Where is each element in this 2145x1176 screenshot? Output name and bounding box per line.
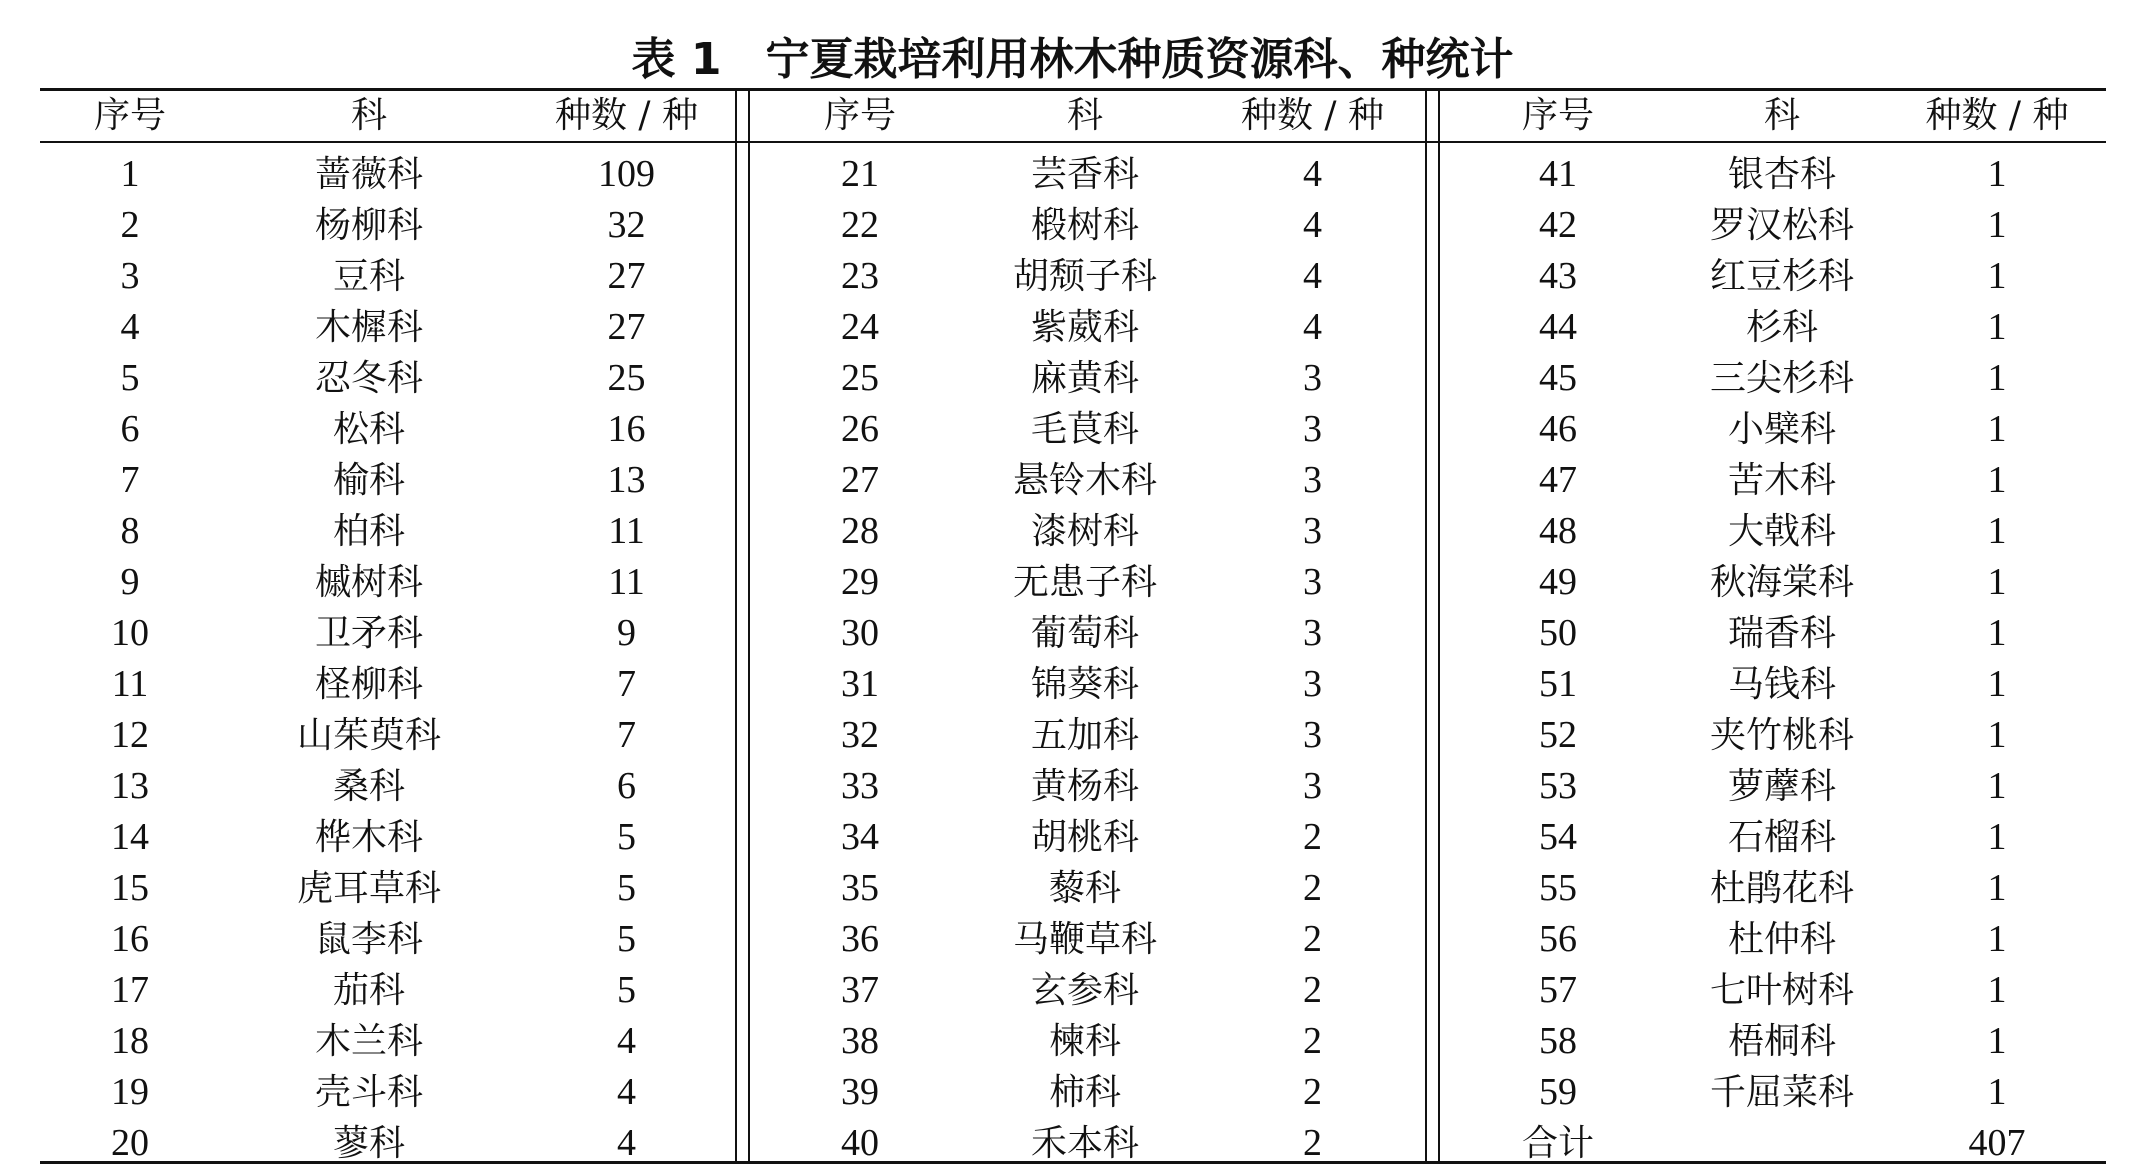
header-species-count: 种数 / 种 (554, 95, 699, 136)
row-family: 木樨科 (314, 307, 423, 348)
row-index: 1 (120, 153, 140, 195)
row-count: 5 (617, 867, 636, 909)
row-family: 椴树科 (1030, 205, 1139, 246)
row-count: 5 (617, 816, 636, 858)
header-row (40, 90, 735, 142)
row-count: 3 (1303, 357, 1322, 399)
row-index: 3 (120, 255, 140, 297)
row-index: 54 (1539, 816, 1577, 858)
table-row (750, 302, 1425, 353)
row-count: 1 (1987, 612, 2007, 654)
row-index: 21 (841, 153, 879, 195)
row-family: 虎耳草科 (296, 868, 441, 909)
table-caption: 宁夏栽培利用林木种质资源科、种统计 (765, 34, 1514, 85)
row-family: 玄参科 (1030, 970, 1139, 1011)
row-family: 悬铃木科 (1012, 460, 1157, 501)
table-row (40, 506, 735, 557)
row-index: 48 (1539, 510, 1577, 552)
row-family: 蔷薇科 (314, 154, 423, 195)
row-index: 28 (841, 510, 879, 552)
row-index: 32 (841, 714, 879, 756)
row-index: 56 (1539, 918, 1577, 960)
row-family: 柏科 (332, 511, 405, 552)
row-count: 2 (1303, 867, 1322, 909)
row-count: 3 (1303, 510, 1322, 552)
row-count: 7 (617, 663, 636, 705)
header-index: 序号 (823, 95, 896, 136)
total-spacer (1676, 1118, 1888, 1169)
header-family: 科 (1066, 95, 1103, 136)
header-row (750, 90, 1425, 142)
row-family: 萝藦科 (1727, 766, 1836, 807)
row-family: 鼠李科 (314, 919, 423, 960)
table-row (40, 710, 735, 761)
total-value: 407 (1968, 1122, 2026, 1164)
row-family: 茄科 (332, 970, 405, 1011)
row-count: 3 (1303, 765, 1322, 807)
table-row (40, 761, 735, 812)
row-index: 52 (1539, 714, 1577, 756)
table-row (1440, 142, 2106, 200)
row-index: 4 (120, 306, 140, 348)
row-family: 豆科 (332, 256, 405, 297)
table-row (750, 200, 1425, 251)
header-index: 序号 (1521, 95, 1594, 136)
row-index: 33 (841, 765, 879, 807)
row-count: 4 (1303, 306, 1322, 348)
row-count: 1 (1987, 816, 2007, 858)
row-family: 漆树科 (1030, 511, 1139, 552)
table-title (0, 22, 2145, 98)
row-count: 4 (1303, 153, 1322, 195)
row-index: 44 (1539, 306, 1577, 348)
table-row (750, 761, 1425, 812)
total-row (1440, 1118, 2106, 1169)
row-index: 30 (841, 612, 879, 654)
row-count: 32 (607, 204, 646, 246)
row-count: 4 (617, 1122, 636, 1164)
row-family: 罗汉松科 (1709, 205, 1854, 246)
total-label: 合计 (1521, 1123, 1594, 1164)
row-family: 三尖杉科 (1709, 358, 1854, 399)
row-index: 51 (1539, 663, 1577, 705)
table-number: 表 1 (631, 34, 722, 85)
table-row (750, 455, 1425, 506)
row-family: 桑科 (332, 766, 405, 807)
row-index: 18 (111, 1020, 149, 1062)
row-index: 10 (111, 612, 149, 654)
row-index: 35 (841, 867, 879, 909)
row-family: 瑞香科 (1727, 613, 1836, 654)
table-row (40, 812, 735, 863)
table-row (750, 142, 1425, 200)
row-index: 25 (841, 357, 879, 399)
header-index: 序号 (93, 95, 166, 136)
table-row (40, 142, 735, 200)
table-row (40, 353, 735, 404)
table-row (40, 914, 735, 965)
row-family: 杜仲科 (1727, 919, 1836, 960)
table-row (750, 251, 1425, 302)
row-index: 14 (111, 816, 149, 858)
row-index: 16 (111, 918, 149, 960)
header-row (1440, 90, 2106, 142)
row-count: 1 (1987, 1020, 2007, 1062)
data-table (40, 90, 735, 1169)
row-family: 石榴科 (1727, 817, 1836, 858)
row-index: 58 (1539, 1020, 1577, 1062)
row-family: 麻黄科 (1030, 358, 1139, 399)
table-row (750, 914, 1425, 965)
row-family: 忍冬科 (314, 358, 423, 399)
table-row (1440, 353, 2106, 404)
table-row (1440, 1016, 2106, 1067)
row-index: 31 (841, 663, 879, 705)
table-row (40, 1067, 735, 1118)
row-index: 59 (1539, 1071, 1577, 1113)
row-family: 七叶树科 (1709, 970, 1854, 1011)
row-count: 11 (608, 561, 645, 603)
row-family: 杜鹃花科 (1709, 868, 1854, 909)
row-count: 9 (617, 612, 636, 654)
table-row (750, 863, 1425, 914)
table-row (1440, 506, 2106, 557)
table-panel-1 (40, 90, 735, 1169)
row-count: 1 (1987, 306, 2007, 348)
separator-line-2a (1425, 90, 1427, 1162)
table-row (750, 506, 1425, 557)
row-count: 4 (1303, 204, 1322, 246)
row-family: 壳斗科 (314, 1072, 423, 1113)
row-family: 大戟科 (1727, 511, 1836, 552)
table-row (1440, 761, 2106, 812)
row-index: 24 (841, 306, 879, 348)
table-row (750, 659, 1425, 710)
row-count: 2 (1303, 816, 1322, 858)
header-family: 科 (1763, 95, 1800, 136)
row-index: 37 (841, 969, 879, 1011)
table-row (40, 863, 735, 914)
row-index: 34 (841, 816, 879, 858)
table-row (1440, 251, 2106, 302)
table-row (1440, 404, 2106, 455)
row-index: 46 (1539, 408, 1577, 450)
row-count: 5 (617, 969, 636, 1011)
row-count: 1 (1987, 510, 2007, 552)
row-count: 3 (1303, 612, 1322, 654)
row-count: 27 (607, 255, 646, 297)
row-index: 2 (120, 204, 140, 246)
row-family: 藜科 (1048, 868, 1121, 909)
row-family: 小檗科 (1727, 409, 1836, 450)
table-row (1440, 659, 2106, 710)
row-index: 8 (120, 510, 140, 552)
row-family: 柿科 (1048, 1072, 1121, 1113)
table-row (750, 1016, 1425, 1067)
row-count: 109 (598, 153, 655, 195)
table-row (1440, 557, 2106, 608)
row-family: 梧桐科 (1727, 1021, 1836, 1062)
row-family: 千屈菜科 (1709, 1072, 1854, 1113)
row-index: 15 (111, 867, 149, 909)
row-count: 1 (1987, 255, 2007, 297)
table-row (750, 710, 1425, 761)
table-row (750, 812, 1425, 863)
table-row (40, 251, 735, 302)
row-index: 53 (1539, 765, 1577, 807)
row-index: 36 (841, 918, 879, 960)
row-family: 黄杨科 (1030, 766, 1139, 807)
table-row (750, 1067, 1425, 1118)
table-row (1440, 914, 2106, 965)
row-count: 1 (1987, 357, 2007, 399)
row-index: 12 (111, 714, 149, 756)
table-row (750, 965, 1425, 1016)
row-index: 11 (111, 663, 149, 705)
row-family: 胡桃科 (1030, 817, 1139, 858)
table-row (750, 557, 1425, 608)
table-row (750, 608, 1425, 659)
row-count: 13 (607, 459, 646, 501)
row-family: 苦木科 (1727, 460, 1836, 501)
table-row (1440, 863, 2106, 914)
row-family: 蓼科 (332, 1123, 405, 1164)
row-count: 27 (607, 306, 646, 348)
row-family: 槭树科 (314, 562, 423, 603)
row-family: 毛茛科 (1030, 409, 1139, 450)
row-family: 榆科 (332, 460, 405, 501)
row-family: 禾本科 (1030, 1123, 1139, 1164)
row-count: 25 (607, 357, 646, 399)
table-row (1440, 1067, 2106, 1118)
table-row (1440, 965, 2106, 1016)
row-count: 3 (1303, 663, 1322, 705)
row-family: 楝科 (1048, 1021, 1121, 1062)
header-species-count: 种数 / 种 (1925, 95, 2069, 136)
row-family: 胡颓子科 (1012, 256, 1157, 297)
row-family: 杨柳科 (314, 205, 423, 246)
table-row (40, 608, 735, 659)
header-species-count: 种数 / 种 (1240, 95, 1385, 136)
row-count: 3 (1303, 459, 1322, 501)
row-count: 1 (1987, 867, 2007, 909)
row-count: 1 (1987, 153, 2007, 195)
table-row (40, 1016, 735, 1067)
row-family: 松科 (332, 409, 405, 450)
row-index: 27 (841, 459, 879, 501)
row-count: 1 (1987, 765, 2007, 807)
row-count: 1 (1987, 714, 2007, 756)
row-index: 57 (1539, 969, 1577, 1011)
row-index: 7 (120, 459, 140, 501)
row-index: 6 (120, 408, 140, 450)
row-index: 40 (841, 1122, 879, 1164)
row-count: 6 (617, 765, 636, 807)
table-row (1440, 812, 2106, 863)
row-index: 23 (841, 255, 879, 297)
row-count: 4 (617, 1071, 636, 1113)
data-table (750, 90, 1425, 1169)
row-count: 2 (1303, 918, 1322, 960)
table-row (1440, 608, 2106, 659)
row-count: 2 (1303, 969, 1322, 1011)
table-row (40, 302, 735, 353)
row-family: 杉科 (1745, 307, 1818, 348)
row-count: 4 (1303, 255, 1322, 297)
row-count: 1 (1987, 204, 2007, 246)
row-index: 49 (1539, 561, 1577, 603)
table-row (40, 659, 735, 710)
table-row (40, 404, 735, 455)
row-family: 卫矛科 (314, 613, 423, 654)
row-family: 无患子科 (1012, 562, 1157, 603)
row-family: 夹竹桃科 (1709, 715, 1854, 756)
table-panel-2 (750, 90, 1425, 1169)
row-count: 1 (1987, 408, 2007, 450)
row-index: 13 (111, 765, 149, 807)
row-family: 马钱科 (1727, 664, 1836, 705)
row-index: 17 (111, 969, 149, 1011)
row-count: 3 (1303, 408, 1322, 450)
row-index: 19 (111, 1071, 149, 1113)
table-row (40, 965, 735, 1016)
row-family: 桦木科 (314, 817, 423, 858)
row-count: 1 (1987, 663, 2007, 705)
row-family: 山茱萸科 (296, 715, 441, 756)
row-count: 3 (1303, 714, 1322, 756)
row-count: 3 (1303, 561, 1322, 603)
table-row (750, 353, 1425, 404)
data-table (1440, 90, 2106, 1169)
row-index: 43 (1539, 255, 1577, 297)
table-row (40, 455, 735, 506)
row-count: 1 (1987, 561, 2007, 603)
row-family: 葡萄科 (1030, 613, 1139, 654)
row-family: 马鞭草科 (1012, 919, 1157, 960)
row-index: 39 (841, 1071, 879, 1113)
table-row (1440, 200, 2106, 251)
row-family: 秋海棠科 (1709, 562, 1854, 603)
row-count: 1 (1987, 459, 2007, 501)
row-count: 16 (607, 408, 646, 450)
row-index: 22 (841, 204, 879, 246)
row-index: 38 (841, 1020, 879, 1062)
table-row (1440, 710, 2106, 761)
row-count: 1 (1987, 1071, 2007, 1113)
table-row (40, 1118, 735, 1169)
row-family: 木兰科 (314, 1021, 423, 1062)
table-row (40, 200, 735, 251)
row-count: 1 (1987, 918, 2007, 960)
row-index: 26 (841, 408, 879, 450)
table-row (40, 557, 735, 608)
separator-line-1a (735, 90, 737, 1162)
row-index: 41 (1539, 153, 1577, 195)
row-index: 9 (120, 561, 140, 603)
row-index: 20 (111, 1122, 149, 1164)
row-count: 1 (1987, 969, 2007, 1011)
table-panel-3 (1440, 90, 2106, 1169)
table-row (1440, 302, 2106, 353)
row-family: 锦葵科 (1030, 664, 1139, 705)
row-index: 50 (1539, 612, 1577, 654)
row-index: 42 (1539, 204, 1577, 246)
row-count: 11 (608, 510, 645, 552)
row-family: 五加科 (1030, 715, 1139, 756)
row-count: 2 (1303, 1020, 1322, 1062)
row-index: 5 (120, 357, 140, 399)
row-family: 紫葳科 (1030, 307, 1139, 348)
row-family: 银杏科 (1727, 154, 1836, 195)
row-count: 7 (617, 714, 636, 756)
row-index: 45 (1539, 357, 1577, 399)
table-row (750, 404, 1425, 455)
row-index: 29 (841, 561, 879, 603)
row-index: 55 (1539, 867, 1577, 909)
row-family: 芸香科 (1030, 154, 1139, 195)
row-count: 2 (1303, 1071, 1322, 1113)
row-family: 红豆杉科 (1709, 256, 1854, 297)
table-row (1440, 455, 2106, 506)
row-family: 柽柳科 (314, 664, 423, 705)
row-count: 4 (617, 1020, 636, 1062)
table-row (750, 1118, 1425, 1169)
row-count: 2 (1303, 1122, 1322, 1164)
header-family: 科 (350, 95, 387, 136)
row-count: 5 (617, 918, 636, 960)
row-index: 47 (1539, 459, 1577, 501)
